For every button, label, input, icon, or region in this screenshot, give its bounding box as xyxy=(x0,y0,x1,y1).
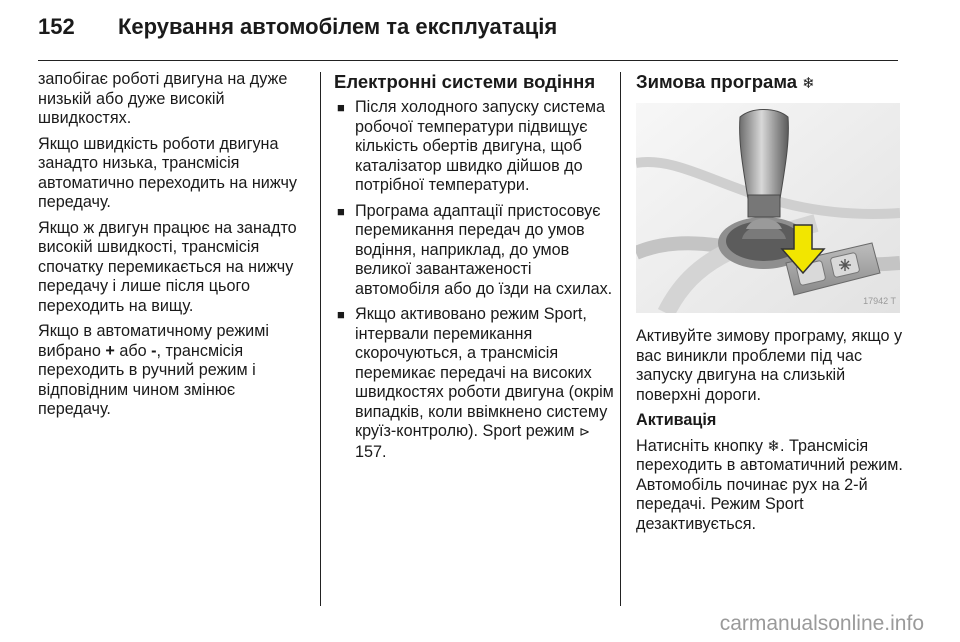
bullet-icon: ■ xyxy=(337,100,345,115)
plus-symbol: + xyxy=(105,341,115,360)
list-item-text: Якщо активовано режим Sport, інтервали перемикання скорочуються, а трансмісія перемикає передачі на високих швидкостях роботи двигуна (окрім випадків, коли ввімкнено систему круїз-контролю). Sport режим xyxy=(355,305,614,440)
section-title-text: Зимова програма xyxy=(636,71,803,92)
paragraph-manual-mode xyxy=(38,322,310,420)
paragraph: Якщо швидкість роботи двигуна занадто низька, трансмісія автоматично переходить на нижчу передачу. xyxy=(38,134,297,211)
paragraph: Активуйте зимову програму, якщо у вас виникли проблеми під час запуску двигуна на слизькій поверхні дороги. xyxy=(636,327,903,404)
subheading-activation: Активація xyxy=(636,411,717,429)
watermark: carmanualsonline.info xyxy=(719,612,924,635)
paragraph: запобігає роботі двигуна на дуже низькій або дуже високій швидкостях. xyxy=(38,70,288,127)
column-left xyxy=(38,70,310,426)
column-right xyxy=(636,70,906,540)
list-item xyxy=(334,202,614,300)
list-item-text: Програма адаптації пристосовує перемикання передач до умов водіння, наприклад, до умов великої завантаженості автомобіля або до їзди на схилах. xyxy=(355,201,613,298)
text-fragment: або xyxy=(114,341,152,360)
text-fragment: Якщо в автоматичному режимі вибрано xyxy=(38,322,269,360)
section-title-electronic-systems: Електронні системи водіння xyxy=(334,71,596,92)
text-fragment: Натисніть кнопку xyxy=(636,436,768,455)
list-item-text: Після холодного запуску система робочої температури підвищує кількість обертів двигуна, щоб каталізатор швидко дійшов до потрібної температури. xyxy=(355,98,605,194)
minus-symbol: - xyxy=(151,341,157,360)
paragraph-activation xyxy=(636,437,906,535)
column-divider-2 xyxy=(620,72,621,606)
column-divider-1 xyxy=(320,72,321,606)
page-reference: 157. xyxy=(355,442,387,461)
list-item xyxy=(334,98,614,196)
paragraph: Якщо ж двигун працює на занадто високій швидкості, трансмісія спочатку перемикається на нижчу передачу і лише після цього переходить на вищу. xyxy=(38,218,297,315)
text-fragment: , трансмісія переходить в ручний режим і відповідним чином змінює передачу. xyxy=(38,341,256,418)
page-title: Керування автомобілем та експлуатація xyxy=(118,14,558,39)
page-number: 152 xyxy=(38,14,75,39)
snowflake-icon: ❄ xyxy=(767,436,780,455)
header-rule xyxy=(38,60,898,61)
figure-code: 17942 T xyxy=(863,295,896,306)
page-header xyxy=(38,14,557,48)
bullet-list xyxy=(334,98,614,462)
snowflake-icon: ❄ xyxy=(802,74,815,92)
section-title-winter-program xyxy=(636,70,906,95)
gear-selector-illustration xyxy=(636,103,900,313)
column-middle xyxy=(334,70,614,468)
bullet-icon: ■ xyxy=(337,307,345,322)
bullet-icon: ■ xyxy=(337,203,345,219)
list-item xyxy=(334,305,614,462)
page-reference-arrow-icon: ⊳ xyxy=(579,425,590,440)
gear-lever-drawing xyxy=(636,103,900,313)
text-fragment: . Трансмісія переходить в автоматичний режим. Автомобіль починає рух на 2-й передачі. Режим Sport дезактивується. xyxy=(636,436,903,533)
